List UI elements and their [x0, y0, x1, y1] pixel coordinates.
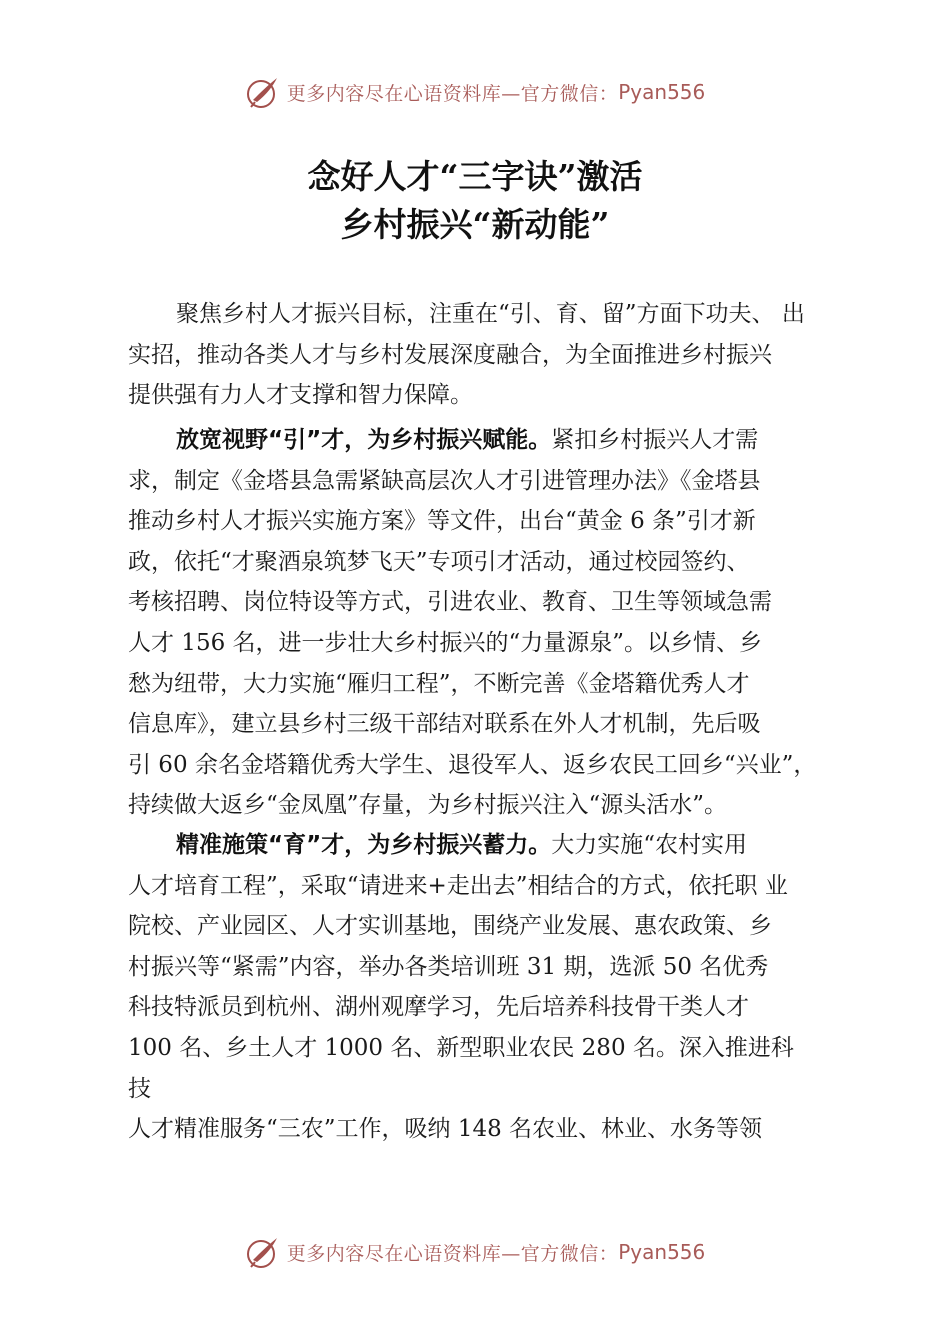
banner-wechat-id: Pyan556: [618, 1240, 706, 1264]
text-line: 院校、产业园区、人才实训基地，围绕产业发展、惠农政策、乡: [128, 913, 772, 940]
text-line: 引 60 余名金塔籍优秀大学生、退役军人、返乡农民工回乡“兴业”，: [128, 751, 817, 778]
text-line: 人才精准服务“三农”工作，吸纳 148 名农业、林业、水务等领: [128, 1116, 763, 1143]
text-line: 信息库》，建立县乡村三级干部结对联系在外人才机制，先后吸: [128, 711, 761, 738]
banner-text: 更多内容尽在心语资料库—官方微信：: [286, 1242, 619, 1265]
paragraph-intro: [128, 294, 828, 416]
text-line: 精准施策“育”才，为乡村振兴蓄力。大力实施“农村实用: [176, 832, 747, 858]
footer-watermark-banner: [0, 1230, 950, 1274]
text-line: 人才培育工程”，采取“请进来+走出去”相结合的方式，依托职 业: [128, 872, 788, 899]
banner-text: 更多内容尽在心语资料库—官方微信：: [286, 82, 619, 105]
text-line: 持续做大返乡“金凤凰”存量，为乡村振兴注入“源头活水”。: [128, 792, 728, 819]
quill-logo-icon: [245, 74, 281, 110]
text-line: 100 名、乡土人才 1000 名、新型职业农民 280 名。深入推进科: [128, 1034, 794, 1061]
document-title-line-1: 念好人才“三字诀”激活: [307, 157, 643, 196]
quill-logo-icon: [245, 1234, 281, 1270]
text-line: 放宽视野“引”才，为乡村振兴赋能。紧扣乡村振兴人才需: [176, 427, 759, 453]
text-line: 推动乡村人才振兴实施方案》等文件，出台“黄金 6 条”引才新: [128, 508, 756, 535]
text-line: 实招，推动各类人才与乡村发展深度融合，为全面推进乡村振兴: [128, 341, 772, 368]
text-line: 技: [128, 1075, 151, 1102]
text-line: 政，依托“才聚酒泉筑梦飞天”专项引才活动，通过校园签约、: [128, 548, 750, 575]
text-line: 愁为纽带，大力实施“雁归工程”，不断完善《金塔籍优秀人才: [128, 670, 750, 697]
paragraph-heading: 精准施策“育”才，为乡村振兴蓄力。: [176, 832, 552, 858]
paragraph-heading: 放宽视野“引”才，为乡村振兴赋能。: [176, 427, 552, 453]
paragraph-cultivate-talent: [128, 825, 828, 1150]
document-title-line-2: 乡村振兴“新动能”: [340, 205, 610, 244]
text-line: 人才 156 名，进一步壮大乡村振兴的“力量源泉”。以乡情、乡: [128, 629, 763, 656]
header-watermark-banner: [0, 70, 950, 114]
paragraph-attract-talent: [128, 420, 828, 826]
text-line: 考核招聘、岗位特设等方式，引进农业、教育、卫生等领域急需: [128, 589, 772, 616]
text-line: 聚焦乡村人才振兴目标，注重在“引、育、留”方面下功夫、 出: [176, 301, 805, 327]
banner-wechat-id: Pyan556: [618, 80, 706, 104]
text-line: 科技特派员到杭州、湖州观摩学习，先后培养科技骨干类人才: [128, 994, 749, 1021]
text-line: 求，制定《金塔县急需紧缺高层次人才引进管理办法》《金塔县: [128, 467, 761, 494]
text-line: 提供强有力人才支撑和智力保障。: [128, 382, 473, 409]
text-line: 村振兴等“紧需”内容，举办各类培训班 31 期，选派 50 名优秀: [128, 953, 769, 980]
